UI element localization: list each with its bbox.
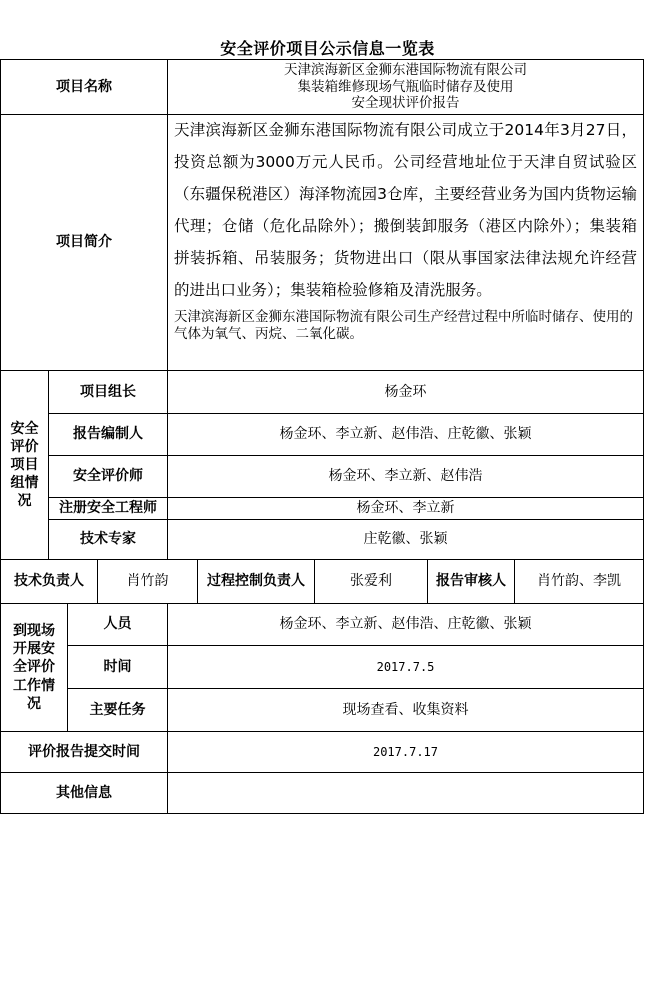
tech-lead-label: 技术负责人 xyxy=(1,560,98,604)
submit-time-label: 评价报告提交时间 xyxy=(1,732,168,773)
project-intro-label: 项目简介 xyxy=(1,115,168,371)
team-role-label: 安全评价师 xyxy=(49,456,168,498)
team-role-label: 技术专家 xyxy=(49,520,168,560)
team-group-label-line: 组情 xyxy=(10,475,39,492)
site-visit-group-label xyxy=(1,604,68,732)
project-name-line: 安全现状评价报告 xyxy=(351,95,460,112)
process-control-value: 张爱利 xyxy=(315,560,428,604)
site-visit-row-label: 主要任务 xyxy=(68,689,168,732)
submit-time-value: 2017.7.17 xyxy=(168,732,643,773)
team-group-label-line: 安全 xyxy=(10,420,39,437)
report-reviewer-label: 报告审核人 xyxy=(428,560,515,604)
team-role-value: 杨金环、李立新 xyxy=(168,498,643,520)
site-visit-row-label: 时间 xyxy=(68,646,168,689)
team-group-label xyxy=(1,371,49,560)
team-role-value: 庄乾徽、张颖 xyxy=(168,520,643,560)
info-table xyxy=(0,59,644,814)
site-visit-row-value: 杨金环、李立新、赵伟浩、庄乾徽、张颖 xyxy=(168,604,643,646)
intro-paragraph: 天津滨海新区金狮东港国际物流有限公司生产经营过程中所临时储存、使用的气体为氧气、丙烷、二氧化碳。 xyxy=(174,309,633,342)
site-visit-label-line: 到现场 xyxy=(13,623,55,640)
project-name-label: 项目名称 xyxy=(1,60,168,115)
process-control-label: 过程控制负责人 xyxy=(198,560,315,604)
project-name-line: 天津滨海新区金狮东港国际物流有限公司 xyxy=(284,62,527,79)
site-visit-label-line: 全评价 xyxy=(13,659,55,676)
site-visit-row-value: 2017.7.5 xyxy=(168,646,643,689)
other-info-label: 其他信息 xyxy=(1,773,168,813)
site-visit-label-line: 开展安 xyxy=(13,641,55,658)
project-name-line: 集装箱维修现场气瓶临时储存及使用 xyxy=(297,78,514,95)
site-visit-row-value: 现场查看、收集资料 xyxy=(168,689,643,732)
site-visit-label-line: 工作情 xyxy=(13,677,55,694)
project-name-value xyxy=(168,60,643,115)
team-role-label: 报告编制人 xyxy=(49,414,168,456)
team-role-value: 杨金环 xyxy=(168,371,643,414)
team-group-label-line: 况 xyxy=(17,493,32,510)
team-role-value: 杨金环、李立新、赵伟浩、庄乾徽、张颖 xyxy=(168,414,643,456)
site-visit-row-label: 人员 xyxy=(68,604,168,646)
site-visit-label-line: 况 xyxy=(27,695,41,712)
team-role-label: 项目组长 xyxy=(49,371,168,414)
page-title: 安全评价项目公示信息一览表 xyxy=(220,39,435,58)
team-role-value: 杨金环、李立新、赵伟浩 xyxy=(168,456,643,498)
intro-paragraph: 天津滨海新区金狮东港国际物流有限公司成立于2014年3月27日，投资总额为3000万元人民币。公司经营地址位于天津自贸试验区（东疆保税港区）海泽物流园3仓库，主要经营业务为国内货物运输代理；仓储（危化品除外）；搬倒装卸服务（港区内除外）；集装箱拼装拆箱、吊装服务；货物进出口（限从事国家法律法规允许经营的进出口业务）；集装箱检验修箱及清洗服务。 xyxy=(174,121,637,299)
tech-lead-value: 肖竹韵 xyxy=(98,560,198,604)
report-reviewer-value: 肖竹韵、李凯 xyxy=(515,560,643,604)
team-group-label-line: 评价 xyxy=(10,438,39,455)
team-role-label: 注册安全工程师 xyxy=(49,498,168,520)
project-intro-value xyxy=(168,115,643,371)
other-info-value xyxy=(168,773,643,813)
team-group-label-line: 项目 xyxy=(10,456,39,473)
